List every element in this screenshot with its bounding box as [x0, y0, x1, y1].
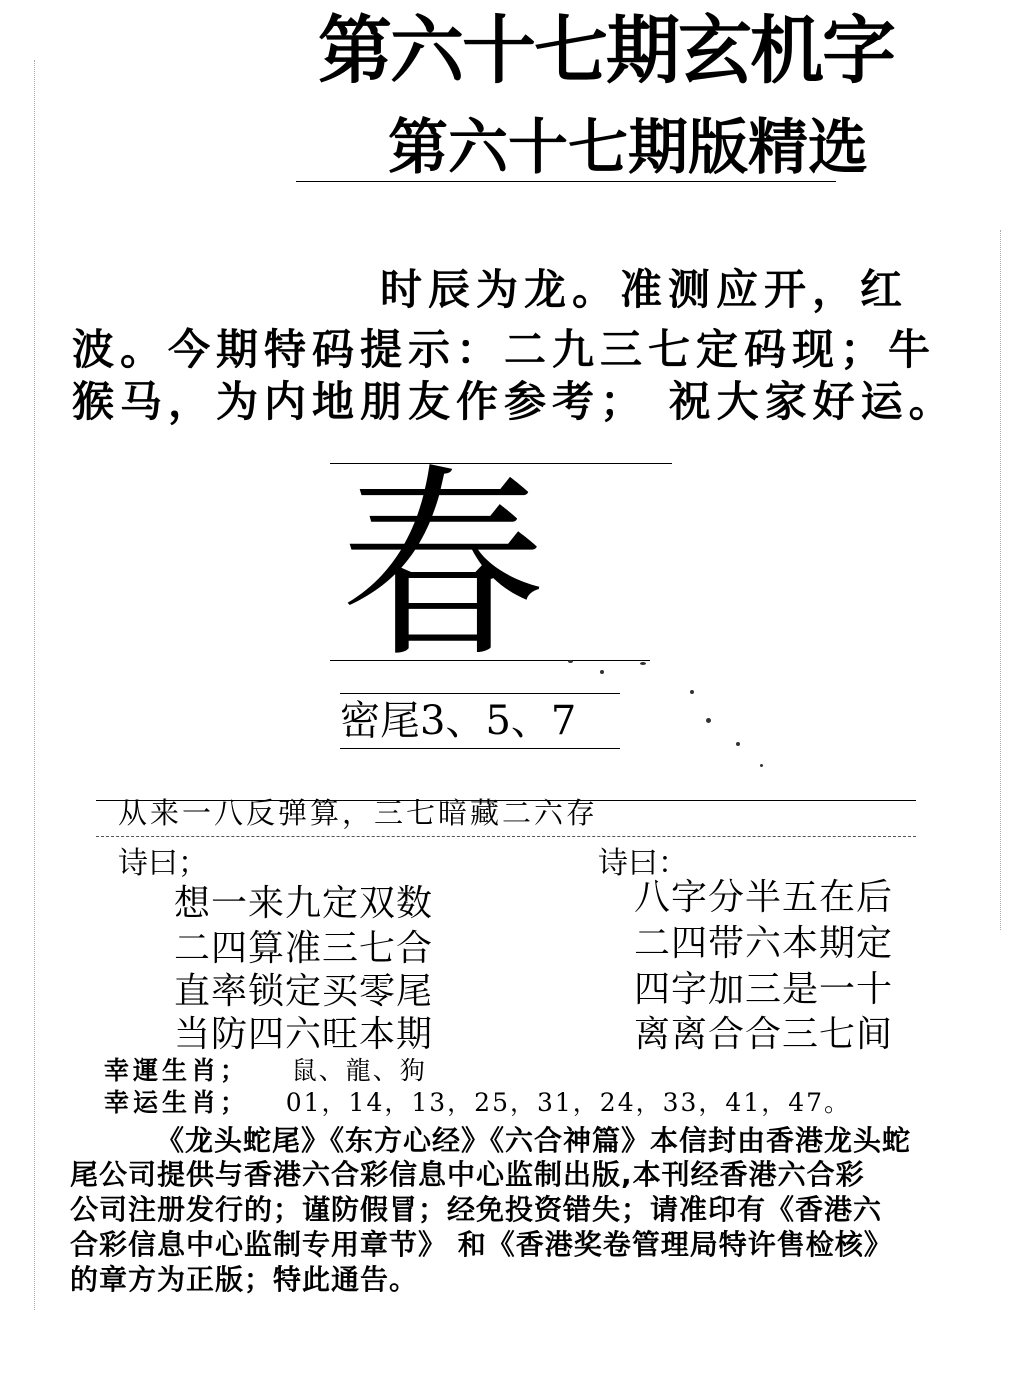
tail-values: 3、5、7: [420, 698, 577, 744]
tail-top-rule: [340, 693, 620, 694]
scan-speck: [640, 662, 646, 665]
notice-line-2: 尾公司提供与香港六合彩信息中心监制出版,本刊经香港六合彩: [70, 1158, 865, 1191]
lucky-zodiac-value: 鼠、龍、狗: [291, 1056, 427, 1085]
poem-right-line: 离离合合三七间: [634, 1014, 894, 1055]
lucky-numbers-label: 幸运生肖；: [104, 1088, 250, 1117]
tail-label: 密尾: [340, 698, 420, 744]
poem-left-line: 直率锁定买零尾: [174, 971, 434, 1012]
lucky-zodiac-label: 幸運生肖；: [104, 1056, 250, 1085]
tail-numbers: [340, 696, 576, 746]
notice-line-3: 公司注册发行的；谨防假冒；经免投资错失；请准印有《香港六: [70, 1193, 883, 1226]
poem-left-line: 想一来九定双数: [174, 883, 434, 924]
char-bottom-rule: [330, 660, 650, 661]
notice-line-5: 的章方为正版；特此通告。: [70, 1263, 419, 1296]
page-title: 第六十七期玄机字: [318, 8, 894, 94]
notice-line-1: 《龙头蛇尾》《东方心经》《六合神篇》本信封由香港龙头蛇: [156, 1124, 912, 1157]
page-subtitle: 第六十七期版精选: [388, 113, 868, 183]
poem-right-line: 八字分半五在后: [634, 877, 894, 918]
scan-speck: [690, 690, 694, 694]
tail-bottom-rule: [340, 748, 620, 749]
verse-line: 从来一八反弹算，三七暗藏二六存: [118, 796, 599, 830]
intro-line-1: 时辰为龙。准测应开，红: [380, 265, 909, 314]
notice-line-4: 合彩信息中心监制专用章节》 和《香港奖卷管理局特许售检核》: [70, 1228, 893, 1261]
intro-line-3: 猴马，为内地朋友作参考； 祝大家好运。: [72, 377, 957, 426]
scan-speck: [600, 670, 604, 674]
scan-speck: [736, 742, 740, 746]
scan-edge-dots: [1000, 230, 1001, 930]
scan-speck: [568, 660, 573, 663]
poem-left-line: 二四算准三七合: [174, 928, 434, 969]
poem-right-line: 四字加三是一十: [634, 969, 894, 1010]
poem-right-line: 二四带六本期定: [634, 923, 894, 964]
scan-edge-dots: [34, 60, 35, 1310]
scan-speck: [760, 764, 763, 767]
title-underline: [296, 181, 836, 182]
lucky-numbers-value: 01，14，13，25，31，24，33，41，47。: [285, 1088, 852, 1117]
lucky-zodiac-row: [104, 1056, 427, 1086]
poem-left-heading: 诗曰；: [118, 846, 208, 881]
mystery-character: 春: [340, 448, 545, 686]
lucky-numbers-row: [104, 1088, 851, 1118]
intro-line-2: 波。今期特码提示：二九三七定码现；牛: [72, 325, 937, 374]
poem-right-heading: 诗曰：: [598, 846, 688, 881]
scan-speck: [706, 718, 711, 723]
poem-left-line: 当防四六旺本期: [174, 1014, 434, 1055]
verse-bottom-rule: [96, 836, 916, 837]
